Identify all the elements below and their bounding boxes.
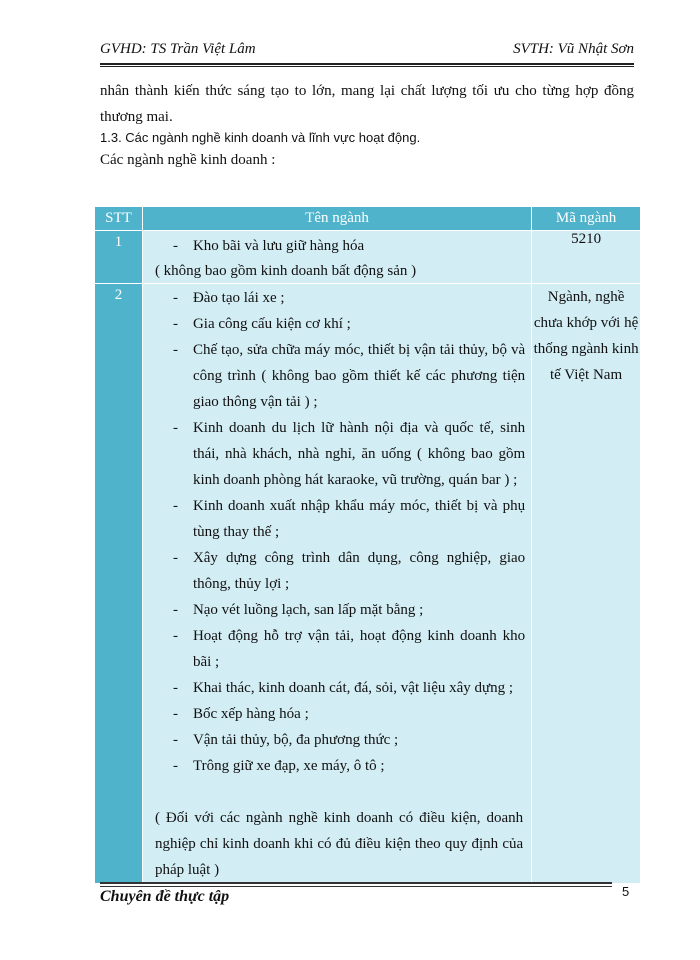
footer-rule [100, 882, 612, 884]
page-number: 5 [622, 884, 630, 899]
list-item: - Bốc xếp hàng hóa ; [172, 706, 309, 722]
row-number: 2 [95, 284, 143, 884]
header-name: Tên ngành [142, 207, 531, 231]
header-student: SVTH: Vũ Nhật Sơn [513, 41, 634, 57]
header-supervisor: GVHD: TS Trần Việt Lâm [100, 41, 256, 57]
intro-paragraph: nhân thành kiến thức sáng tạo to lớn, mang lại chất lượng tối ưu cho từng hợp đồng thương mai. [100, 83, 634, 125]
row-name-cell [142, 231, 531, 284]
list-item: - Khai thác, kinh doanh cát, đá, sỏi, vật liệu xây dựng ; [172, 680, 514, 696]
row-name-cell [142, 284, 531, 884]
list-item: - Gia công cấu kiện cơ khí ; [172, 316, 351, 332]
header-rule-thin [100, 66, 634, 67]
list-item: - Chế tạo, sửa chữa máy móc, thiết bị vận tải thủy, bộ và công trình ( không bao gồm thiết kế các phương tiện giao thông vận tải ) ; [172, 342, 526, 410]
page-header [100, 38, 634, 64]
business-lines-table [94, 206, 641, 884]
row-code: Ngành, nghề chưa khớp với hệ thống ngành kinh tế Việt Nam [532, 284, 641, 884]
row-code: 5210 [532, 231, 641, 284]
header-code: Mã ngành [532, 207, 641, 231]
list-item: - Kinh doanh du lịch lữ hành nội địa và quốc tế, sinh thái, nhà khách, nhà nghỉ, ăn uống ( không bao gồm kinh doanh phòng hát karaoke, vũ trường, quán bar ) ; [172, 420, 526, 488]
list-item: - Kinh doanh xuất nhập khẩu máy móc, thiết bị và phụ tùng thay thế ; [172, 498, 526, 540]
table-header-row [95, 207, 641, 231]
footer-title: Chuyên đề thực tập [100, 888, 230, 905]
list-item: - Vận tải thủy, bộ, đa phương thức ; [172, 732, 399, 748]
table-row [95, 231, 641, 284]
section-heading: 1.3. Các ngành nghề kinh doanh và lĩnh vực hoạt động. [100, 130, 421, 145]
list-item: - Đào tạo lái xe ; [172, 290, 285, 306]
legal-note: ( Đối với các ngành nghề kinh doanh có điều kiện, doanh nghiệp chỉ kinh doanh khi có đủ điều kiện theo quy định của pháp luật ) [154, 810, 524, 878]
list-item: - Hoạt động hỗ trợ vận tải, hoạt động kinh doanh kho bãi ; [172, 628, 526, 670]
table-row [95, 284, 641, 884]
list-item: - Kho bãi và lưu giữ hàng hóa [172, 238, 365, 254]
row-number: 1 [95, 231, 143, 284]
footer-rule-thin [100, 886, 612, 887]
list-item: - Trông giữ xe đạp, xe máy, ô tô ; [172, 758, 385, 774]
header-rule [100, 63, 634, 65]
subheading: Các ngành nghề kinh doanh : [100, 152, 276, 168]
header-stt: STT [95, 207, 143, 231]
list-item: - Nạo vét luồng lạch, san lấp mặt bằng ; [172, 602, 424, 618]
list-item: - Xây dựng công trình dân dụng, công nghiệp, giao thông, thủy lợi ; [172, 550, 526, 592]
row-note: ( không bao gồm kinh doanh bất động sản ) [154, 263, 417, 279]
